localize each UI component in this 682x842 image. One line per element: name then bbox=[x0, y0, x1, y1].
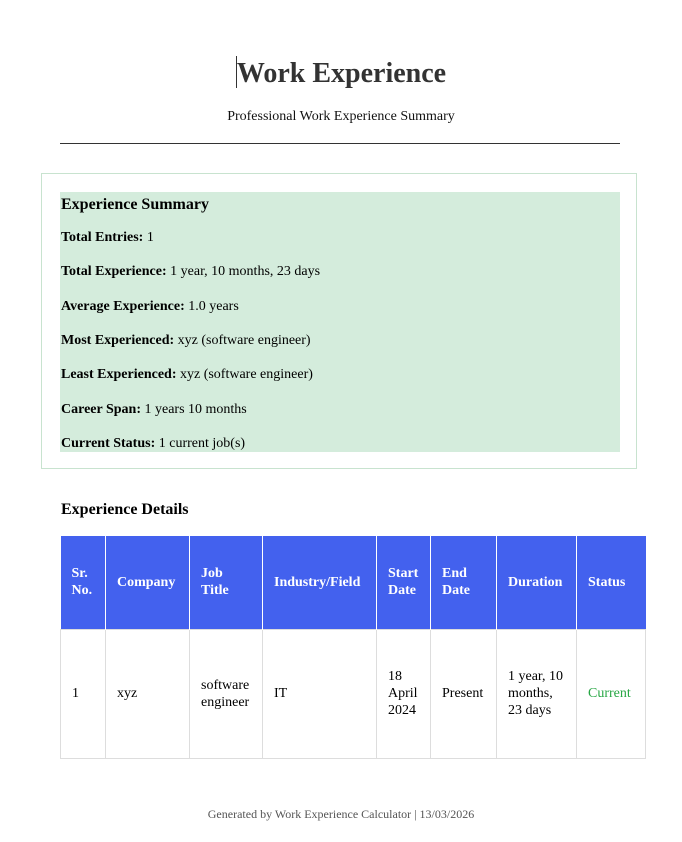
summary-value: xyz (software engineer) bbox=[179, 367, 313, 382]
summary-panel bbox=[60, 192, 620, 452]
summary-total-experience bbox=[61, 263, 320, 281]
cell-end-date: Present bbox=[431, 629, 497, 758]
title-divider bbox=[60, 143, 620, 144]
page-subtitle: Professional Work Experience Summary bbox=[227, 109, 455, 124]
summary-career-span bbox=[61, 401, 247, 419]
column-header-job-title: Job Title bbox=[190, 536, 263, 629]
cell-company: xyz bbox=[106, 629, 190, 758]
summary-value: 1 current job(s) bbox=[158, 436, 246, 451]
summary-total-entries bbox=[61, 229, 154, 247]
summary-label: Career Span: bbox=[61, 402, 141, 417]
page-title-text: Work Experience bbox=[236, 58, 447, 89]
summary-value: 1.0 years bbox=[188, 299, 239, 314]
summary-most-experienced bbox=[61, 332, 311, 350]
summary-label: Current Status: bbox=[61, 436, 156, 451]
details-heading: Experience Details bbox=[61, 501, 189, 518]
cell-industry: IT bbox=[263, 629, 377, 758]
summary-value: 1 bbox=[146, 230, 154, 245]
summary-label: Total Entries: bbox=[61, 230, 144, 245]
summary-heading: Experience Summary bbox=[61, 196, 209, 213]
summary-label: Total Experience: bbox=[61, 264, 167, 279]
column-header-status: Status bbox=[577, 536, 646, 629]
summary-value: 1 years 10 months bbox=[144, 402, 247, 417]
summary-label: Most Experienced: bbox=[61, 333, 175, 348]
cell-duration: 1 year, 10 months, 23 days bbox=[497, 629, 577, 758]
summary-label: Least Experienced: bbox=[61, 367, 177, 382]
column-header-industry: Industry/Field bbox=[263, 536, 377, 629]
summary-value: 1 year, 10 months, 23 days bbox=[170, 264, 321, 279]
cell-start-date: 18 April 2024 bbox=[377, 629, 431, 758]
cell-sr-no: 1 bbox=[61, 629, 106, 758]
column-header-end-date: End Date bbox=[431, 536, 497, 629]
summary-average-experience bbox=[61, 298, 239, 316]
cell-job-title: software engineer bbox=[190, 629, 263, 758]
table-row bbox=[61, 629, 646, 758]
summary-least-experienced bbox=[61, 366, 313, 384]
experience-table bbox=[60, 536, 646, 759]
column-header-company: Company bbox=[106, 536, 190, 629]
page-footer: Generated by Work Experience Calculator | 13/03/2026 bbox=[207, 807, 475, 821]
column-header-start-date: Start Date bbox=[377, 536, 431, 629]
table-header-row bbox=[61, 536, 646, 629]
summary-value: xyz (software engineer) bbox=[177, 333, 311, 348]
summary-card bbox=[41, 173, 637, 469]
summary-current-status bbox=[61, 435, 245, 453]
page-title bbox=[0, 56, 682, 92]
summary-label: Average Experience: bbox=[61, 299, 185, 314]
column-header-duration: Duration bbox=[497, 536, 577, 629]
column-header-sr-no: Sr. No. bbox=[61, 536, 106, 629]
cell-status: Current bbox=[577, 629, 646, 758]
